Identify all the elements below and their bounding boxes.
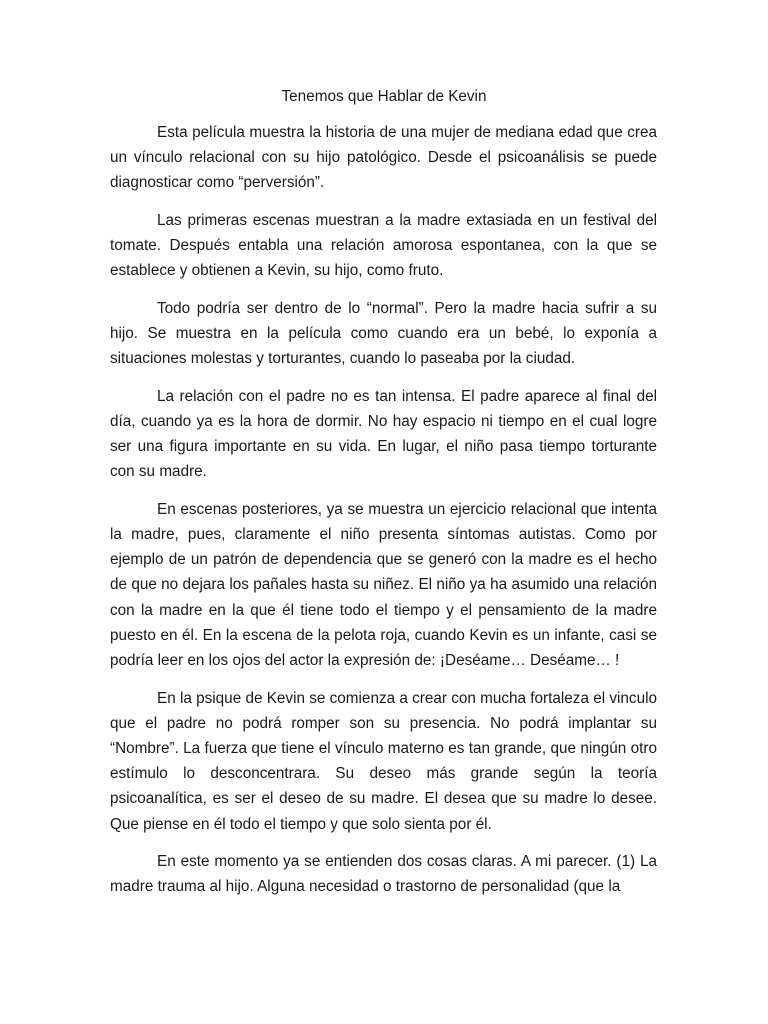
paragraph-5: En escenas posteriores, ya se muestra un ejercicio relacional que intenta la madre, pues, claramente el niño presenta síntomas autistas. Como por ejemplo de un patrón de dependencia que se generó con la madre es el hecho de que no dejara los pañales hasta su niñez. El niño ya ha asumido una relación con la madre en la que él tiene todo el tiempo y el pensamiento de la madre puesto en él. En la escena de la pelota roja, cuando Kevin es un infante, casi se podría leer en los ojos del actor la expresión de: ¡Deséame… Deséame… !	[110, 500, 657, 670]
paragraph-6: En la psique de Kevin se comienza a crear con mucha fortaleza el vinculo que el padre no podrá romper son su presencia. No podrá implantar su “Nombre”. La fuerza que tiene el vínculo materno es tan grande, que ningún otro estímulo lo desconcentrara. Su deseo más grande según la teoría psicoanalítica, es ser el deseo de su madre. El desea que su madre lo desee. Que piense en él todo el tiempo y que solo sienta por él.	[110, 689, 657, 833]
paragraph-2: Las primeras escenas muestran a la madre extasiada en un festival del tomate. Después entabla una relación amorosa espontanea, con la que se establece y obtienen a Kevin, su hijo, como fruto.	[110, 211, 657, 280]
paragraph-1: Esta película muestra la historia de una mujer de mediana edad que crea un vínculo relacional con su hijo patológico. Desde el psicoanálisis se puede diagnosticar como “perversión”.	[110, 124, 657, 192]
paragraph-7: En este momento ya se entienden dos cosas claras. A mi parecer. (1) La madre trauma al hijo. Alguna necesidad o trastorno de personalidad (que la	[110, 853, 657, 896]
paragraph-4: La relación con el padre no es tan intensa. El padre aparece al final del día, cuando ya es la hora de dormir. No hay espacio ni tiempo en el cual logre ser una figura importante en su vida. En lugar, el niño pasa tiempo torturante con su madre.	[110, 387, 657, 481]
document-title: Tenemos que Hablar de Kevin	[281, 88, 487, 105]
document-body	[110, 120, 657, 912]
paragraph-3: Todo podría ser dentro de lo “normal”. Pero la madre hacia sufrir a su hijo. Se muestra en la película como cuando era un bebé, lo exponía a situaciones molestas y torturantes, cuando lo paseaba por la ciudad.	[110, 299, 657, 368]
